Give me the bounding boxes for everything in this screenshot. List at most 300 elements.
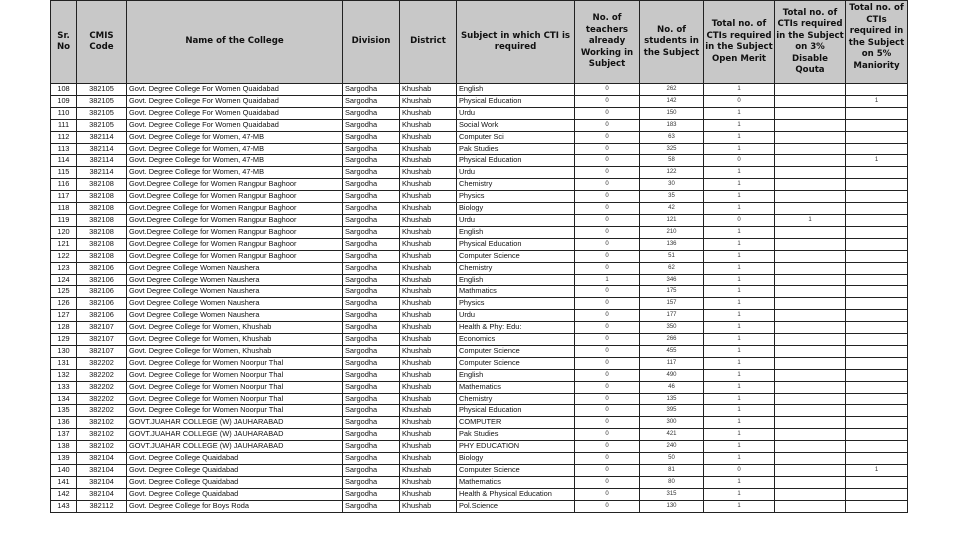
teachers-cell: 0 (575, 191, 640, 203)
students-cell: 183 (640, 119, 704, 131)
sr-no-cell: 140 (51, 465, 77, 477)
disable-quota-cell (775, 453, 846, 465)
table-row (51, 203, 908, 215)
students-cell: 51 (640, 250, 704, 262)
sr-no-cell: 125 (51, 286, 77, 298)
disable-quota-cell (775, 179, 846, 191)
table-row (51, 465, 908, 477)
division-cell: Sargodha (343, 393, 400, 405)
teachers-cell: 1 (575, 274, 640, 286)
division-cell: Sargodha (343, 405, 400, 417)
college-name-cell: Govt.Degree College for Women Rangpur Baghoor (127, 203, 343, 215)
open-merit-cell: 1 (704, 417, 775, 429)
disable-quota-cell (775, 238, 846, 250)
subject-cell: Health & Phy: Edu: (457, 322, 575, 334)
teachers-cell: 0 (575, 381, 640, 393)
open-merit-cell: 1 (704, 131, 775, 143)
college-name-cell: Govt. Degree College for Women, Khushab (127, 322, 343, 334)
college-name-cell: Govt.Degree College for Women Rangpur Baghoor (127, 250, 343, 262)
minority-cell: 1 (846, 465, 908, 477)
cmis-code-cell: 382114 (77, 131, 127, 143)
teachers-cell: 0 (575, 286, 640, 298)
subject-cell: Social Work (457, 119, 575, 131)
students-cell: 150 (640, 107, 704, 119)
minority-cell (846, 369, 908, 381)
district-cell: Khushab (400, 453, 457, 465)
district-cell: Khushab (400, 357, 457, 369)
table-row (51, 453, 908, 465)
open-merit-cell: 1 (704, 84, 775, 96)
teachers-cell: 0 (575, 238, 640, 250)
table-row (51, 417, 908, 429)
disable-quota-cell (775, 488, 846, 500)
college-name-cell: Govt. Degree College Quaidabad (127, 453, 343, 465)
district-cell: Khushab (400, 143, 457, 155)
subject-cell: Biology (457, 453, 575, 465)
students-cell: 210 (640, 226, 704, 238)
teachers-cell: 0 (575, 405, 640, 417)
open-merit-cell: 1 (704, 393, 775, 405)
teachers-cell: 0 (575, 345, 640, 357)
open-merit-cell: 1 (704, 500, 775, 512)
college-name-cell: Govt Degree College Women Naushera (127, 310, 343, 322)
cmis-code-cell: 382106 (77, 274, 127, 286)
district-cell: Khushab (400, 441, 457, 453)
disable-quota-cell (775, 155, 846, 167)
district-cell: Khushab (400, 310, 457, 322)
sr-no-cell: 121 (51, 238, 77, 250)
sr-no-cell: 111 (51, 119, 77, 131)
open-merit-cell: 1 (704, 238, 775, 250)
sr-no-cell: 108 (51, 84, 77, 96)
district-cell: Khushab (400, 131, 457, 143)
students-cell: 81 (640, 465, 704, 477)
teachers-cell: 0 (575, 488, 640, 500)
division-cell: Sargodha (343, 119, 400, 131)
table-row (51, 119, 908, 131)
open-merit-cell: 1 (704, 441, 775, 453)
cmis-code-cell: 382107 (77, 322, 127, 334)
cmis-code-cell: 382106 (77, 298, 127, 310)
teachers-cell: 0 (575, 203, 640, 215)
teachers-cell: 0 (575, 84, 640, 96)
open-merit-cell: 1 (704, 191, 775, 203)
open-merit-cell: 1 (704, 476, 775, 488)
minority-cell (846, 143, 908, 155)
open-merit-cell: 1 (704, 488, 775, 500)
sr-no-cell: 118 (51, 203, 77, 215)
students-cell: 346 (640, 274, 704, 286)
cmis-code-cell: 382108 (77, 238, 127, 250)
sr-no-cell: 134 (51, 393, 77, 405)
sr-no-cell: 142 (51, 488, 77, 500)
cmis-code-cell: 382102 (77, 417, 127, 429)
district-cell: Khushab (400, 286, 457, 298)
cmis-code-cell: 382102 (77, 441, 127, 453)
division-cell: Sargodha (343, 334, 400, 346)
district-cell: Khushab (400, 393, 457, 405)
cmis-code-cell: 382105 (77, 84, 127, 96)
students-cell: 121 (640, 214, 704, 226)
district-cell: Khushab (400, 167, 457, 179)
cmis-code-cell: 382106 (77, 286, 127, 298)
division-cell: Sargodha (343, 500, 400, 512)
subject-cell: Computer Sci (457, 131, 575, 143)
teachers-cell: 0 (575, 262, 640, 274)
college-name-cell: Govt. Degree College for Women Noorpur Thal (127, 405, 343, 417)
minority-cell (846, 310, 908, 322)
minority-cell (846, 441, 908, 453)
division-cell: Sargodha (343, 274, 400, 286)
sr-no-cell: 116 (51, 179, 77, 191)
minority-cell (846, 357, 908, 369)
disable-quota-cell (775, 357, 846, 369)
district-cell: Khushab (400, 119, 457, 131)
teachers-cell: 0 (575, 393, 640, 405)
cmis-code-cell: 382108 (77, 203, 127, 215)
subject-cell: Mathmatics (457, 286, 575, 298)
teachers-cell: 0 (575, 155, 640, 167)
minority-cell (846, 274, 908, 286)
disable-quota-cell (775, 286, 846, 298)
table-row (51, 334, 908, 346)
cmis-code-cell: 382108 (77, 191, 127, 203)
college-name-cell: Govt.Degree College for Women Rangpur Baghoor (127, 214, 343, 226)
students-cell: 175 (640, 286, 704, 298)
district-cell: Khushab (400, 417, 457, 429)
cmis-code-cell: 382105 (77, 119, 127, 131)
subject-cell: Chemistry (457, 179, 575, 191)
district-cell: Khushab (400, 369, 457, 381)
open-merit-cell: 0 (704, 214, 775, 226)
students-cell: 421 (640, 429, 704, 441)
subject-cell: Computer Science (457, 357, 575, 369)
open-merit-cell: 1 (704, 143, 775, 155)
cmis-code-cell: 382104 (77, 453, 127, 465)
disable-quota-cell (775, 131, 846, 143)
division-cell: Sargodha (343, 84, 400, 96)
teachers-cell: 0 (575, 131, 640, 143)
cmis-code-cell: 382108 (77, 214, 127, 226)
cmis-code-cell: 382106 (77, 310, 127, 322)
minority-cell (846, 119, 908, 131)
students-cell: 63 (640, 131, 704, 143)
header-cmis-code: CMIS Code (77, 1, 127, 84)
table-row (51, 143, 908, 155)
table-row (51, 298, 908, 310)
open-merit-cell: 1 (704, 107, 775, 119)
college-name-cell: GOVT.JUAHAR COLLEGE (W) JAUHARABAD (127, 417, 343, 429)
minority-cell (846, 238, 908, 250)
sr-no-cell: 114 (51, 155, 77, 167)
students-cell: 300 (640, 417, 704, 429)
sr-no-cell: 122 (51, 250, 77, 262)
students-cell: 157 (640, 298, 704, 310)
subject-cell: English (457, 369, 575, 381)
minority-cell (846, 298, 908, 310)
teachers-cell: 0 (575, 417, 640, 429)
disable-quota-cell (775, 203, 846, 215)
sr-no-cell: 141 (51, 476, 77, 488)
minority-cell (846, 345, 908, 357)
students-cell: 262 (640, 84, 704, 96)
students-cell: 46 (640, 381, 704, 393)
table-row (51, 226, 908, 238)
district-cell: Khushab (400, 405, 457, 417)
district-cell: Khushab (400, 191, 457, 203)
minority-cell (846, 476, 908, 488)
disable-quota-cell (775, 381, 846, 393)
students-cell: 30 (640, 179, 704, 191)
minority-cell (846, 334, 908, 346)
table-row (51, 381, 908, 393)
disable-quota-cell (775, 250, 846, 262)
disable-quota-cell (775, 500, 846, 512)
district-cell: Khushab (400, 95, 457, 107)
division-cell: Sargodha (343, 191, 400, 203)
teachers-cell: 0 (575, 298, 640, 310)
cmis-code-cell: 382108 (77, 250, 127, 262)
students-cell: 136 (640, 238, 704, 250)
cti-requirement-sheet (50, 0, 907, 513)
division-cell: Sargodha (343, 143, 400, 155)
table-row (51, 250, 908, 262)
teachers-cell: 0 (575, 310, 640, 322)
header-students: No. of students in the Subject (640, 1, 704, 84)
district-cell: Khushab (400, 238, 457, 250)
college-name-cell: Govt Degree College Women Naushera (127, 286, 343, 298)
college-name-cell: Govt. Degree College For Women Quaidabad (127, 119, 343, 131)
college-name-cell: Govt. Degree College for Women, 47-MB (127, 155, 343, 167)
subject-cell: English (457, 274, 575, 286)
minority-cell (846, 167, 908, 179)
college-name-cell: Govt Degree College Women Naushera (127, 274, 343, 286)
sr-no-cell: 124 (51, 274, 77, 286)
district-cell: Khushab (400, 274, 457, 286)
subject-cell: Physics (457, 191, 575, 203)
table-row (51, 441, 908, 453)
college-name-cell: Govt.Degree College for Women Rangpur Baghoor (127, 179, 343, 191)
district-cell: Khushab (400, 476, 457, 488)
division-cell: Sargodha (343, 226, 400, 238)
district-cell: Khushab (400, 107, 457, 119)
students-cell: 395 (640, 405, 704, 417)
disable-quota-cell (775, 476, 846, 488)
disable-quota-cell (775, 84, 846, 96)
table-row (51, 488, 908, 500)
subject-cell: Physical Education (457, 155, 575, 167)
teachers-cell: 0 (575, 167, 640, 179)
table-row (51, 191, 908, 203)
students-cell: 50 (640, 453, 704, 465)
cmis-code-cell: 382105 (77, 95, 127, 107)
subject-cell: Computer Science (457, 465, 575, 477)
sr-no-cell: 126 (51, 298, 77, 310)
subject-cell: Mathematics (457, 476, 575, 488)
header-subject: Subject in which CTI is required (457, 1, 575, 84)
teachers-cell: 0 (575, 95, 640, 107)
open-merit-cell: 1 (704, 310, 775, 322)
open-merit-cell: 1 (704, 167, 775, 179)
table-row (51, 274, 908, 286)
table-row (51, 167, 908, 179)
division-cell: Sargodha (343, 250, 400, 262)
table-row (51, 286, 908, 298)
subject-cell: COMPUTER (457, 417, 575, 429)
header-college-name: Name of the College (127, 1, 343, 84)
minority-cell (846, 381, 908, 393)
header-sr-no: Sr. No (51, 1, 77, 84)
teachers-cell: 0 (575, 214, 640, 226)
sr-no-cell: 133 (51, 381, 77, 393)
subject-cell: Physical Education (457, 95, 575, 107)
table-row (51, 369, 908, 381)
division-cell: Sargodha (343, 203, 400, 215)
teachers-cell: 0 (575, 357, 640, 369)
district-cell: Khushab (400, 429, 457, 441)
division-cell: Sargodha (343, 488, 400, 500)
cmis-code-cell: 382202 (77, 381, 127, 393)
students-cell: 122 (640, 167, 704, 179)
sr-no-cell: 136 (51, 417, 77, 429)
minority-cell (846, 405, 908, 417)
sr-no-cell: 117 (51, 191, 77, 203)
subject-cell: Physics (457, 298, 575, 310)
cmis-code-cell: 382104 (77, 465, 127, 477)
students-cell: 177 (640, 310, 704, 322)
teachers-cell: 0 (575, 119, 640, 131)
division-cell: Sargodha (343, 453, 400, 465)
district-cell: Khushab (400, 345, 457, 357)
college-name-cell: Govt. Degree College For Women Quaidabad (127, 95, 343, 107)
table-body (51, 84, 908, 513)
teachers-cell: 0 (575, 226, 640, 238)
minority-cell (846, 179, 908, 191)
open-merit-cell: 1 (704, 203, 775, 215)
table-row (51, 84, 908, 96)
table-row (51, 357, 908, 369)
open-merit-cell: 1 (704, 262, 775, 274)
college-name-cell: Govt. Degree College For Women Quaidabad (127, 84, 343, 96)
subject-cell: Physical Education (457, 405, 575, 417)
sr-no-cell: 139 (51, 453, 77, 465)
students-cell: 490 (640, 369, 704, 381)
cmis-code-cell: 382114 (77, 155, 127, 167)
table-row (51, 131, 908, 143)
cmis-code-cell: 382104 (77, 488, 127, 500)
minority-cell (846, 417, 908, 429)
header-division: Division (343, 1, 400, 84)
division-cell: Sargodha (343, 131, 400, 143)
teachers-cell: 0 (575, 107, 640, 119)
district-cell: Khushab (400, 214, 457, 226)
division-cell: Sargodha (343, 298, 400, 310)
subject-cell: English (457, 84, 575, 96)
table-row (51, 179, 908, 191)
minority-cell (846, 226, 908, 238)
district-cell: Khushab (400, 334, 457, 346)
teachers-cell: 0 (575, 322, 640, 334)
college-name-cell: Govt. Degree College Quaidabad (127, 488, 343, 500)
sr-no-cell: 130 (51, 345, 77, 357)
sr-no-cell: 123 (51, 262, 77, 274)
disable-quota-cell (775, 441, 846, 453)
college-name-cell: Govt. Degree College Quaidabad (127, 476, 343, 488)
district-cell: Khushab (400, 298, 457, 310)
disable-quota-cell (775, 322, 846, 334)
open-merit-cell: 1 (704, 453, 775, 465)
division-cell: Sargodha (343, 95, 400, 107)
sr-no-cell: 120 (51, 226, 77, 238)
college-name-cell: Govt. Degree College For Women Quaidabad (127, 107, 343, 119)
subject-cell: Urdu (457, 214, 575, 226)
header-ctis-minority: Total no. of CTIs required in the Subject on 5% Maniority (846, 1, 908, 84)
open-merit-cell: 1 (704, 357, 775, 369)
students-cell: 142 (640, 95, 704, 107)
students-cell: 80 (640, 476, 704, 488)
cmis-code-cell: 382102 (77, 429, 127, 441)
open-merit-cell: 1 (704, 179, 775, 191)
district-cell: Khushab (400, 179, 457, 191)
college-name-cell: Govt. Degree College for Women Noorpur Thal (127, 369, 343, 381)
college-name-cell: Govt. Degree College for Boys Roda (127, 500, 343, 512)
table-row (51, 345, 908, 357)
division-cell: Sargodha (343, 345, 400, 357)
sr-no-cell: 110 (51, 107, 77, 119)
cti-table (50, 0, 908, 513)
cmis-code-cell: 382202 (77, 369, 127, 381)
disable-quota-cell (775, 393, 846, 405)
open-merit-cell: 0 (704, 155, 775, 167)
minority-cell (846, 107, 908, 119)
sr-no-cell: 127 (51, 310, 77, 322)
college-name-cell: Govt. Degree College for Women Noorpur Thal (127, 393, 343, 405)
minority-cell (846, 203, 908, 215)
table-row (51, 310, 908, 322)
cmis-code-cell: 382105 (77, 107, 127, 119)
division-cell: Sargodha (343, 107, 400, 119)
sr-no-cell: 143 (51, 500, 77, 512)
sr-no-cell: 129 (51, 334, 77, 346)
district-cell: Khushab (400, 488, 457, 500)
open-merit-cell: 0 (704, 95, 775, 107)
sr-no-cell: 137 (51, 429, 77, 441)
district-cell: Khushab (400, 84, 457, 96)
subject-cell: Chemistry (457, 262, 575, 274)
open-merit-cell: 1 (704, 298, 775, 310)
table-row (51, 95, 908, 107)
college-name-cell: Govt Degree College Women Naushera (127, 262, 343, 274)
disable-quota-cell (775, 334, 846, 346)
minority-cell (846, 131, 908, 143)
teachers-cell: 0 (575, 179, 640, 191)
disable-quota-cell (775, 143, 846, 155)
students-cell: 455 (640, 345, 704, 357)
cmis-code-cell: 382108 (77, 226, 127, 238)
open-merit-cell: 1 (704, 345, 775, 357)
college-name-cell: Govt. Degree College for Women, Khushab (127, 345, 343, 357)
minority-cell: 1 (846, 155, 908, 167)
minority-cell (846, 250, 908, 262)
division-cell: Sargodha (343, 465, 400, 477)
cmis-code-cell: 382106 (77, 262, 127, 274)
subject-cell: Computer Science (457, 250, 575, 262)
district-cell: Khushab (400, 226, 457, 238)
table-row (51, 214, 908, 226)
division-cell: Sargodha (343, 369, 400, 381)
cmis-code-cell: 382202 (77, 405, 127, 417)
teachers-cell: 0 (575, 143, 640, 155)
